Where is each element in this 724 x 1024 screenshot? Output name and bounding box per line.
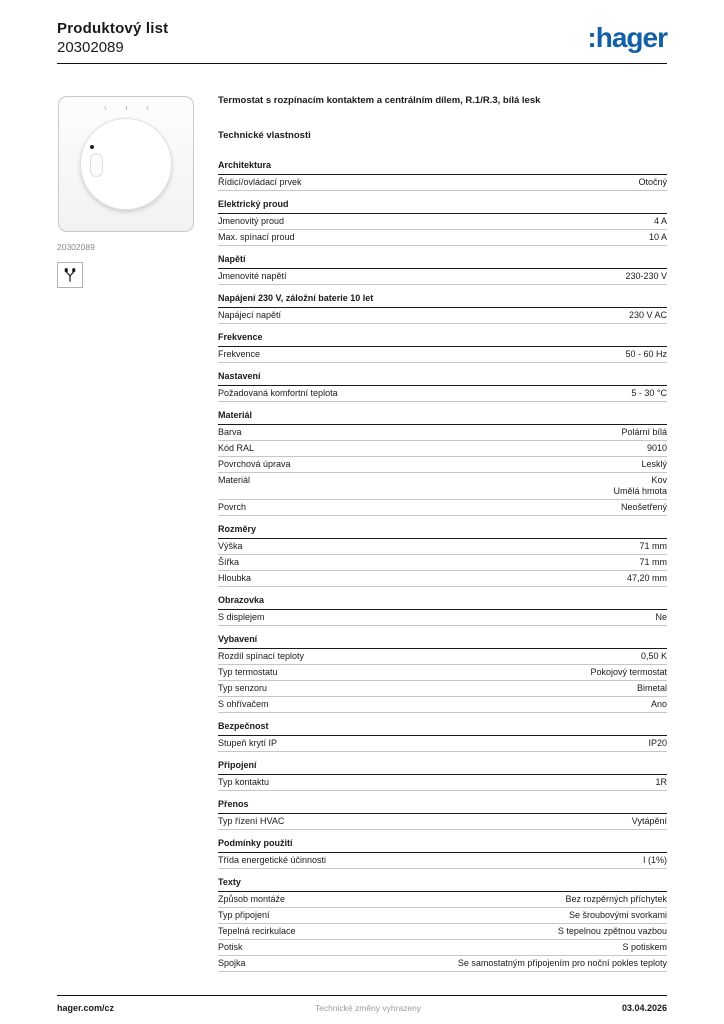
spec-label: Typ kontaktu bbox=[218, 777, 270, 787]
spec-section bbox=[218, 332, 667, 363]
spec-row bbox=[218, 555, 667, 571]
spec-label: Šířka bbox=[218, 557, 240, 567]
spec-row bbox=[218, 924, 667, 940]
spec-value: Bimetal bbox=[636, 683, 667, 693]
spec-value: 71 mm bbox=[639, 541, 667, 551]
spec-row bbox=[218, 736, 667, 752]
spec-section bbox=[218, 160, 667, 191]
spec-label: Rozdíl spínací teploty bbox=[218, 651, 305, 661]
product-image bbox=[57, 95, 195, 233]
spec-section bbox=[218, 721, 667, 752]
spec-label: Typ připojení bbox=[218, 910, 270, 920]
spec-label: Frekvence bbox=[218, 349, 261, 359]
spec-section bbox=[218, 760, 667, 791]
spec-section bbox=[218, 877, 667, 972]
spec-rows bbox=[218, 736, 667, 752]
spec-value: 50 - 60 Hz bbox=[625, 349, 667, 359]
connection-terminal-icon bbox=[57, 262, 83, 288]
spec-label: Materiál bbox=[218, 475, 251, 485]
spec-row bbox=[218, 892, 667, 908]
spec-value: Vytápění bbox=[631, 816, 667, 826]
spec-rows bbox=[218, 425, 667, 516]
spec-rows bbox=[218, 649, 667, 713]
footer-disclaimer: Technické změny vyhrazeny bbox=[314, 1003, 422, 1013]
spec-row bbox=[218, 308, 667, 324]
spec-rows bbox=[218, 853, 667, 869]
footer-website: hager.com/cz bbox=[57, 1003, 115, 1013]
spec-section-title: Napětí bbox=[218, 254, 667, 269]
spec-row bbox=[218, 610, 667, 626]
spec-value: Ne bbox=[655, 612, 667, 622]
spec-section bbox=[218, 799, 667, 830]
spec-section bbox=[218, 371, 667, 402]
spec-label: Povrch bbox=[218, 502, 247, 512]
spec-row bbox=[218, 269, 667, 285]
spec-section-title: Podmínky použití bbox=[218, 838, 667, 853]
spec-value: Pokojový termostat bbox=[590, 667, 667, 677]
spec-value: 230 V AC bbox=[628, 310, 667, 320]
spec-label: Max. spínací proud bbox=[218, 232, 295, 242]
product-image-caption: 20302089 bbox=[57, 242, 95, 252]
spec-row bbox=[218, 571, 667, 587]
product-media-column bbox=[57, 95, 195, 288]
spec-row bbox=[218, 853, 667, 869]
spec-section bbox=[218, 524, 667, 587]
spec-section-title: Napájení 230 V, záložní baterie 10 let bbox=[218, 293, 667, 308]
spec-value: 10 A bbox=[648, 232, 667, 242]
dial-tick bbox=[126, 106, 127, 110]
spec-label: Typ řízení HVAC bbox=[218, 816, 285, 826]
spec-row bbox=[218, 956, 667, 972]
spec-value: 47,20 mm bbox=[626, 573, 667, 583]
document-number: 20302089 bbox=[57, 39, 124, 56]
spec-row bbox=[218, 697, 667, 713]
page-footer bbox=[57, 995, 667, 1013]
spec-label: Požadovaná komfortní teplota bbox=[218, 388, 338, 398]
technical-properties-heading: Technické vlastnosti bbox=[218, 130, 311, 141]
spec-row bbox=[218, 386, 667, 402]
spec-label: Tepelná recirkulace bbox=[218, 926, 296, 936]
spec-section-title: Frekvence bbox=[218, 332, 667, 347]
spec-rows bbox=[218, 386, 667, 402]
spec-label: Výška bbox=[218, 541, 243, 551]
spec-row bbox=[218, 539, 667, 555]
spec-value: 71 mm bbox=[639, 557, 667, 567]
spec-section bbox=[218, 595, 667, 626]
spec-row bbox=[218, 681, 667, 697]
spec-value: 4 A bbox=[653, 216, 667, 226]
connection-terminal-glyph bbox=[61, 266, 79, 284]
spec-label: Hloubka bbox=[218, 573, 252, 583]
spec-value: Otočný bbox=[638, 177, 667, 187]
spec-row bbox=[218, 347, 667, 363]
spec-label: Způsob montáže bbox=[218, 894, 286, 904]
spec-value: Neošetřený bbox=[620, 502, 667, 512]
spec-row bbox=[218, 940, 667, 956]
dial-grip bbox=[90, 153, 103, 177]
spec-section bbox=[218, 293, 667, 324]
spec-label: Stupeň krytí IP bbox=[218, 738, 278, 748]
spec-row bbox=[218, 214, 667, 230]
spec-value: Lesklý bbox=[641, 459, 667, 469]
spec-value: 1R bbox=[655, 777, 667, 787]
spec-section-title: Elektrický proud bbox=[218, 199, 667, 214]
spec-value: S potiskem bbox=[622, 942, 667, 952]
spec-value: Ano bbox=[650, 699, 667, 709]
spec-section-title: Materiál bbox=[218, 410, 667, 425]
spec-value: 230-230 V bbox=[625, 271, 667, 281]
spec-rows bbox=[218, 610, 667, 626]
spec-label: S ohřívačem bbox=[218, 699, 269, 709]
page-header bbox=[57, 20, 168, 56]
spec-section-title: Bezpečnost bbox=[218, 721, 667, 736]
spec-section-title: Nastavení bbox=[218, 371, 667, 386]
spec-section-title: Texty bbox=[218, 877, 667, 892]
spec-value: 5 - 30 °C bbox=[631, 388, 667, 398]
spec-rows bbox=[218, 308, 667, 324]
spec-value: Kov Umělá hmota bbox=[613, 475, 667, 496]
spec-label: Spojka bbox=[218, 958, 246, 968]
spec-value: Se šroubovými svorkami bbox=[568, 910, 667, 920]
spec-value: 9010 bbox=[646, 443, 667, 453]
hager-logo: :hager bbox=[587, 22, 667, 53]
spec-row bbox=[218, 175, 667, 191]
spec-label: Napájecí napětí bbox=[218, 310, 282, 320]
spec-value: Polární bílá bbox=[621, 427, 667, 437]
spec-row bbox=[218, 230, 667, 246]
spec-row bbox=[218, 425, 667, 441]
spec-label: Potisk bbox=[218, 942, 243, 952]
footer-date: 03.04.2026 bbox=[621, 1003, 667, 1013]
spec-section bbox=[218, 410, 667, 516]
spec-row bbox=[218, 908, 667, 924]
spec-section-title: Architektura bbox=[218, 160, 667, 175]
spec-section bbox=[218, 838, 667, 869]
spec-value: IP20 bbox=[648, 738, 667, 748]
spec-rows bbox=[218, 214, 667, 246]
spec-value: Bez rozpěrných příchytek bbox=[565, 894, 667, 904]
spec-row bbox=[218, 665, 667, 681]
spec-row bbox=[218, 814, 667, 830]
document-title: Produktový list bbox=[57, 20, 169, 37]
spec-label: Jmenovité napětí bbox=[218, 271, 287, 281]
spec-label: Typ senzoru bbox=[218, 683, 268, 693]
spec-label: Kód RAL bbox=[218, 443, 255, 453]
spec-row bbox=[218, 441, 667, 457]
spec-section-title: Rozměry bbox=[218, 524, 667, 539]
product-title: Termostat s rozpínacím kontaktem a centrálním dílem, R.1/R.3, bílá lesk bbox=[218, 95, 541, 106]
spec-row bbox=[218, 500, 667, 516]
spec-label: Řídicí/ovládací prvek bbox=[218, 177, 302, 187]
header-divider bbox=[57, 63, 667, 64]
spec-rows bbox=[218, 892, 667, 972]
spec-label: Třída energetické účinnosti bbox=[218, 855, 327, 865]
spec-rows bbox=[218, 269, 667, 285]
spec-section bbox=[218, 199, 667, 246]
spec-label: S displejem bbox=[218, 612, 265, 622]
spec-row bbox=[218, 649, 667, 665]
spec-rows bbox=[218, 347, 667, 363]
spec-value: I (1%) bbox=[642, 855, 667, 865]
thermostat-dial bbox=[80, 118, 172, 210]
spec-row bbox=[218, 457, 667, 473]
spec-section-title: Připojení bbox=[218, 760, 667, 775]
spec-section-title: Obrazovka bbox=[218, 595, 667, 610]
spec-rows bbox=[218, 539, 667, 587]
dial-indicator-dot bbox=[90, 145, 94, 149]
spec-section-title: Vybavení bbox=[218, 634, 667, 649]
spec-label: Povrchová úprava bbox=[218, 459, 291, 469]
spec-section bbox=[218, 634, 667, 713]
spec-label: Barva bbox=[218, 427, 242, 437]
spec-value: Se samostatným připojením pro noční pokles teploty bbox=[457, 958, 667, 968]
spec-row bbox=[218, 473, 667, 500]
spec-label: Typ termostatu bbox=[218, 667, 278, 677]
spec-section bbox=[218, 254, 667, 285]
spec-rows bbox=[218, 175, 667, 191]
spec-column bbox=[218, 95, 667, 980]
spec-rows bbox=[218, 775, 667, 791]
spec-value: S tepelnou zpětnou vazbou bbox=[557, 926, 667, 936]
spec-label: Jmenovitý proud bbox=[218, 216, 285, 226]
spec-rows bbox=[218, 814, 667, 830]
spec-value: 0,50 K bbox=[640, 651, 667, 661]
spec-row bbox=[218, 775, 667, 791]
spec-sections bbox=[218, 160, 667, 972]
spec-section-title: Přenos bbox=[218, 799, 667, 814]
